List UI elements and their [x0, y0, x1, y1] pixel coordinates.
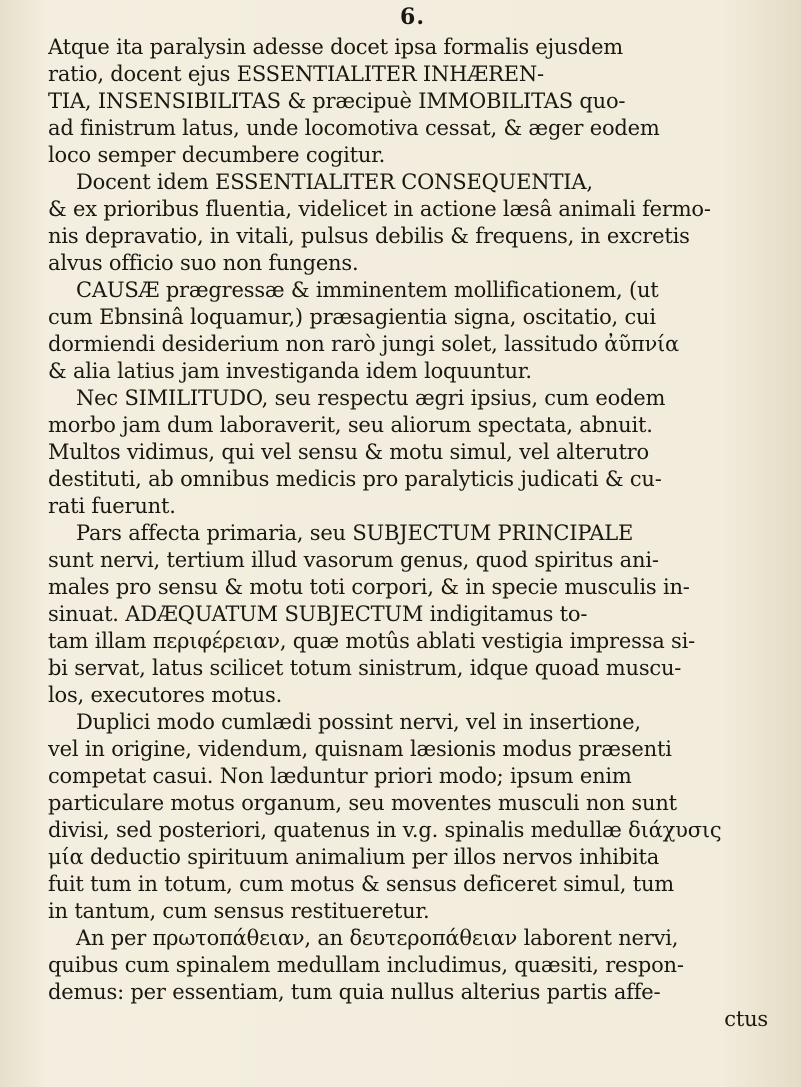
text-line: rati fuerunt. [48, 494, 176, 518]
text-line: Duplici modo cumlædi possint nervi, vel in insertione, [76, 710, 641, 734]
text-line: Multos vidimus, qui vel sensu & motu simul, vel alterutro [48, 440, 649, 464]
text-line: competat casui. Non læduntur priori modo; ipsum enim [48, 764, 632, 788]
text-line: alvus officio suo non fungens. [48, 251, 359, 275]
text-line: morbo jam dum laboraverit, seu aliorum spectata, abnuit. [48, 413, 653, 437]
text-line: ratio, docent ejus ESSENTIALITER INHÆREN- [48, 62, 544, 86]
text-line: destituti, ab omnibus medicis pro paralyticis judicati & cu- [48, 467, 662, 491]
text-line: Nec SIMILITUDO, seu respectu ægri ipsius, cum eodem [76, 386, 666, 410]
text-line: dormiendi desiderium non rarò jungi solet, lassitudo ἀῦπνία [48, 332, 680, 356]
text-line: cum Ebnsinâ loquamur,) præsagientia signa, oscitatio, cui [48, 305, 656, 329]
text-line: CAUSÆ prægressæ & imminentem mollificationem, (ut [76, 278, 659, 302]
text-line: vel in origine, videndum, quisnam læsionis modus præsenti [48, 737, 672, 761]
page-number: 6. [400, 4, 425, 30]
text-line: Docent idem ESSENTIALITER CONSEQUENTIA, [76, 170, 593, 194]
text-line: sinuat. ADÆQUATUM SUBJECTUM indigitamus to- [48, 602, 588, 626]
text-line: ad finistrum latus, unde locomotiva cessat, & æger eodem [48, 116, 660, 140]
text-line: in tantum, cum sensus restitueretur. [48, 899, 430, 923]
text-line: & ex prioribus fluentia, videlicet in actione læsâ animali fermo- [48, 197, 711, 221]
text-line: demus: per essentiam, tum quia nullus alterius partis affe- [48, 980, 661, 1004]
catchword: ctus [724, 1007, 768, 1031]
text-line: los, executores motus. [48, 683, 283, 707]
text-line: quibus cum spinalem medullam includimus, quæsiti, respon- [48, 953, 684, 977]
text-line: males pro sensu & motu toti corpori, & in specie musculis in- [48, 575, 690, 599]
text-line: Atque ita paralysin adesse docet ipsa formalis ejusdem [48, 35, 624, 59]
text-line: loco semper decumbere cogitur. [48, 143, 386, 167]
text-line: An per πρωτοπάθειαν, an δευτεροπάθειαν laborent nervi, [76, 926, 679, 950]
text-line: μία deductio spirituum animalium per illos nervos inhibita [48, 845, 660, 869]
text-line: TIA, INSENSIBILITAS & præcipuè IMMOBILITAS quo- [48, 89, 626, 113]
text-line: sunt nervi, tertium illud vasorum genus, quod spiritus ani- [48, 548, 659, 572]
text-line: Pars affecta primaria, seu SUBJECTUM PRINCIPALE [76, 521, 634, 545]
body-text [48, 34, 776, 1033]
text-line: divisi, sed posteriori, quatenus in v.g. spinalis medullæ διάχυσις [48, 818, 722, 842]
text-line: & alia latius jam investiganda idem loquuntur. [48, 359, 532, 383]
text-line: nis depravatio, in vitali, pulsus debilis & frequens, in excretis [48, 224, 690, 248]
text-line: bi servat, latus scilicet totum sinistrum, idque quoad muscu- [48, 656, 682, 680]
text-line: fuit tum in totum, cum motus & sensus deficeret simul, tum [48, 872, 675, 896]
text-line: particulare motus organum, seu moventes musculi non sunt [48, 791, 677, 815]
text-line: tam illam περιφέρειαν, quæ motûs ablati vestigia impressa si- [48, 629, 696, 653]
